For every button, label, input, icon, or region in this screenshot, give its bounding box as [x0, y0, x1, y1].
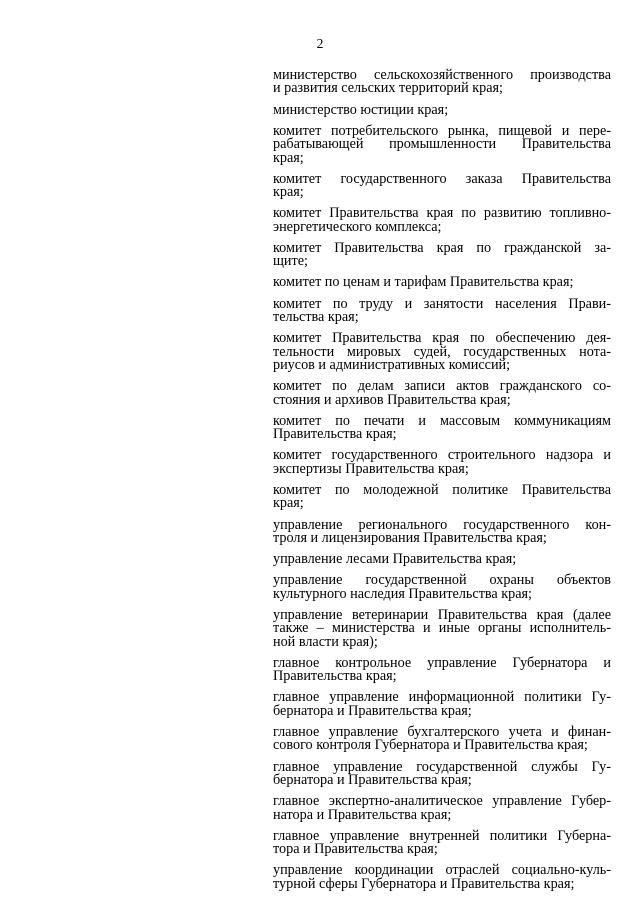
text-line: троля и лицензирования Правительства края; [273, 529, 547, 546]
text-line: главное управление внутренней политики Губерна- [273, 827, 611, 844]
text-line: управление лесами Правительства края; [273, 551, 517, 568]
text-line: комитет по ценам и тарифам Правительства края; [273, 274, 574, 291]
list-item [273, 380, 611, 407]
text-line: также – министерства и иные органы исполнитель- [273, 620, 611, 637]
list-item [273, 295, 611, 326]
text-line: главное контрольное управление Губернатора и [273, 654, 611, 671]
text-line: министерство сельскохозяйственного производства [273, 67, 611, 83]
list-item [273, 723, 611, 754]
list-item [273, 69, 611, 96]
text-line: управление регионального государственного кон- [273, 516, 611, 533]
text-line: края; [273, 149, 304, 166]
text-line: края; [273, 184, 304, 201]
list-item [273, 207, 611, 234]
text-line: комитет по печати и массовым коммуникациям [273, 412, 611, 429]
text-line: рабатывающей промышленности Правительства [273, 136, 611, 153]
text-line: комитет потребительского рынка, пищевой и пере- [273, 122, 611, 139]
page-number: 2 [316, 36, 324, 51]
text-line: Правительства края; [273, 668, 397, 685]
text-line: комитет по молодежной политике Правительства [273, 481, 611, 498]
text-line: бернатора и Правительства края; [273, 771, 472, 788]
organization-list [273, 69, 611, 899]
text-line: культурного наследия Правительства края; [273, 585, 533, 602]
text-line: главное управление бухгалтерского учета и финан- [273, 723, 611, 740]
text-line: щите; [273, 253, 308, 270]
list-item [273, 276, 611, 289]
text-line: Правительства края; [273, 426, 397, 443]
text-line: края; [273, 495, 304, 512]
list-item [273, 606, 611, 650]
list-item [273, 516, 611, 546]
text-line: управление координации отраслей социально-куль- [273, 862, 611, 879]
list-item [273, 239, 611, 270]
list-item [273, 553, 611, 566]
list-item [273, 332, 611, 372]
list-item [273, 170, 611, 201]
list-item [273, 758, 611, 788]
text-line: министерство юстиции края; [273, 101, 449, 118]
text-line: главное экспертно-аналитическое управление Губер- [273, 793, 611, 810]
text-line: комитет Правительства края по гражданской за- [273, 239, 611, 256]
text-line: комитет Правительства края по развитию топливно- [273, 205, 611, 222]
text-line: риусов и административных комиссий; [273, 357, 511, 374]
text-line: стояния и архивов Правительства края; [273, 391, 511, 408]
text-line: натора и Правительства края; [273, 806, 452, 823]
text-line: комитет государственного строительного надзора и [273, 447, 611, 464]
text-line: сового контроля Губернатора и Правительства края; [273, 737, 588, 754]
text-line: турной сферы Губернатора и Правительства края; [273, 875, 575, 892]
text-line: управление ветеринарии Правительства края (далее [273, 606, 611, 623]
list-item [273, 864, 611, 891]
text-line: экспертизы Правительства края; [273, 460, 469, 477]
text-line: и развития сельских территорий края; [273, 80, 503, 97]
text-line: тельства края; [273, 309, 359, 326]
text-line: управление государственной охраны объектов [273, 572, 611, 589]
text-line: главное управление государственной службы Гу- [273, 758, 611, 775]
text-line: ной власти края); [273, 633, 378, 650]
text-line: тора и Правительства края; [273, 841, 438, 858]
list-item [273, 412, 611, 443]
list-item [273, 449, 611, 476]
text-line: комитет по делам записи актов гражданского со- [273, 378, 611, 395]
list-item [273, 101, 611, 118]
list-item [273, 574, 611, 601]
list-item [273, 691, 611, 718]
list-item [273, 827, 611, 858]
list-item [273, 654, 611, 685]
list-item [273, 481, 611, 512]
list-item [273, 795, 611, 822]
text-line: главное управление информационной политики Гу- [273, 689, 611, 706]
text-line: комитет по труду и занятости населения Прави- [273, 295, 611, 312]
text-line: тельности мировых судей, государственных нота- [273, 343, 611, 360]
text-line: бернатора и Правительства края; [273, 702, 472, 719]
list-item [273, 122, 611, 166]
text-line: комитет государственного заказа Правительства [273, 170, 611, 187]
text-line: энергетического комплекса; [273, 218, 442, 235]
text-line: комитет Правительства края по обеспечению дея- [273, 330, 611, 347]
